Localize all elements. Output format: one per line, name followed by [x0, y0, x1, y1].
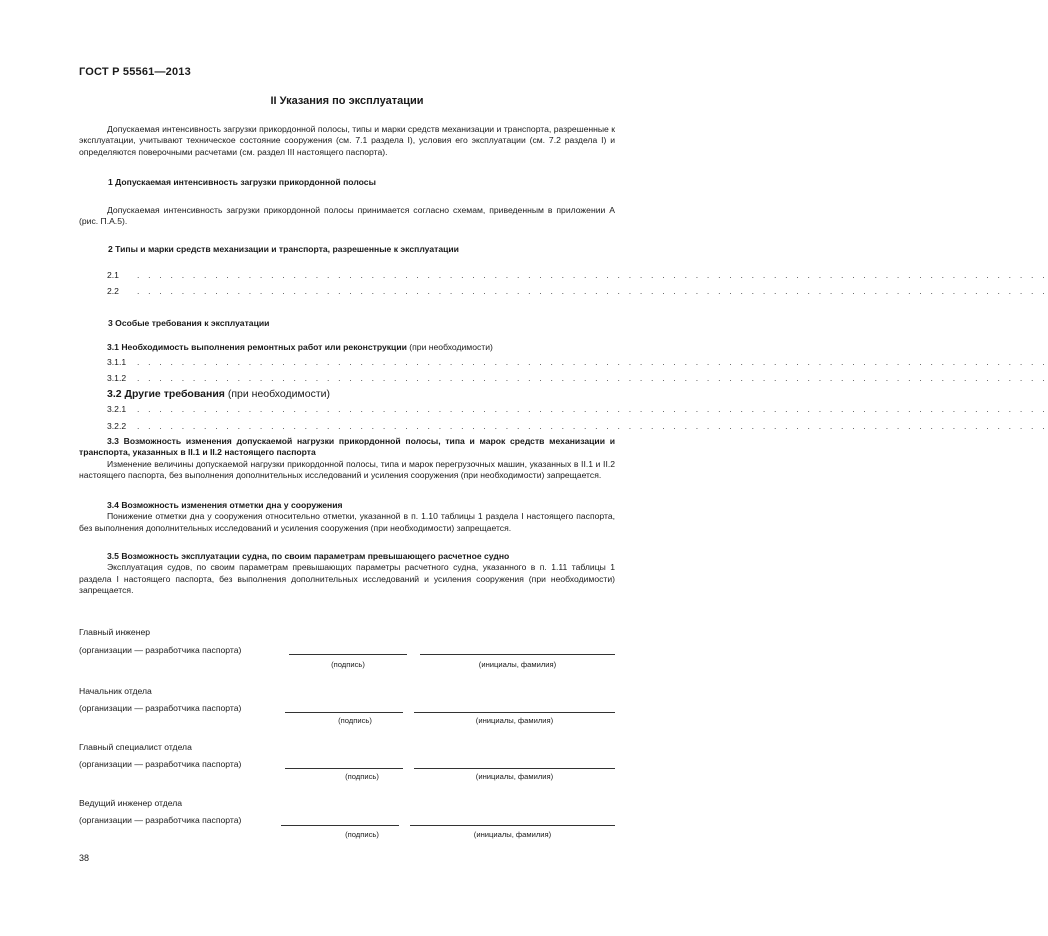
fill-line-number: 3.1.2: [107, 373, 127, 383]
sub34-block: [79, 500, 615, 534]
signature-title: Начальник отдела: [79, 686, 152, 696]
signature-caption: (подпись): [331, 660, 365, 669]
fill-line-number: 2.1: [107, 270, 119, 280]
dot-leader: . . . . . . . . . . . . . . . . . . . . . . . . . . . . . . . . . . . . . . . . . . . . . . . . . . . . . . . . . . . . . . . . . . . . . . . . . . . . . . . . . .: [137, 357, 1048, 367]
signature-title: Главный специалист отдела: [79, 742, 192, 752]
fill-line-number: 3.1.1: [107, 357, 127, 367]
signature-org: (организации — разработчика паспорта): [79, 645, 242, 655]
item1-heading: 1 Допускаемая интенсивность загрузки прикордонной полосы: [108, 177, 376, 187]
signature-caption: (подпись): [345, 772, 379, 781]
signature-line: [281, 825, 399, 826]
fill-line-2-2: [107, 286, 1048, 298]
fill-line-number: 2.2: [107, 286, 119, 296]
name-line: [414, 768, 615, 769]
fill-line-3-2-2: [107, 421, 1048, 433]
sub32-title: 3.2 Другие требования: [107, 388, 225, 400]
sub34-text: Понижение отметки дна у сооружения относительно отметки, указанной в п. 1.10 таблицы 1 раздела I настоящего паспорта, без выполнения дополнительных исследований и усиления сооружения (при необходимости) запрещается.: [79, 511, 615, 533]
sub31-note: (при необходимости): [406, 342, 493, 352]
name-caption: (инициалы, фамилия): [475, 772, 554, 781]
dot-leader: . . . . . . . . . . . . . . . . . . . . . . . . . . . . . . . . . . . . . . . . . . . . . . . . . . . . . . . . . . . . . . . . . . . . . . . . . . . . . . . . . .: [137, 421, 1048, 431]
signature-org: (организации — разработчика паспорта): [79, 703, 242, 713]
signature-line: [285, 712, 403, 713]
signature-org: (организации — разработчика паспорта): [79, 815, 242, 825]
name-caption: (инициалы, фамилия): [473, 830, 552, 839]
sub33-heading: 3.3 Возможность изменения допускаемой нагрузки прикордонной полосы, типа и марок средств механизации и транспорта, указанных в II.1 и II.2 настоящего паспорта: [79, 436, 615, 458]
sub34-heading: 3.4 Возможность изменения отметки дна у сооружения: [107, 500, 343, 510]
signature-line: [289, 654, 407, 655]
item3-heading: 3 Особые требования к эксплуатации: [108, 318, 270, 328]
signature-caption: (подпись): [345, 830, 379, 839]
sub35-text: Эксплуатация судов, по своим параметрам превышающих параметры расчетного судна, указанного в п. 1.11 таблицы 1 раздела I настоящего паспорта, без выполнения дополнительных исследований и усиления сооружения (при необходимости) запрещается.: [79, 562, 615, 596]
sub31-heading: [107, 342, 493, 352]
dot-leader: . . . . . . . . . . . . . . . . . . . . . . . . . . . . . . . . . . . . . . . . . . . . . . . . . . . . . . . . . . . . . . . . . . . . . . . . . . . . . . . . . .: [137, 404, 1048, 414]
dot-leader: . . . . . . . . . . . . . . . . . . . . . . . . . . . . . . . . . . . . . . . . . . . . . . . . . . . . . . . . . . . . . . . . . . . . . . . . . . . . . . . . . .: [137, 270, 1048, 280]
name-line: [410, 825, 615, 826]
signature-caption: (подпись): [338, 716, 372, 725]
dot-leader: . . . . . . . . . . . . . . . . . . . . . . . . . . . . . . . . . . . . . . . . . . . . . . . . . . . . . . . . . . . . . . . . . . . . . . . . . . . . . . . . . .: [137, 373, 1048, 383]
item2-heading: 2 Типы и марки средств механизации и транспорта, разрешенные к эксплуатации: [108, 244, 459, 254]
name-line: [420, 654, 615, 655]
sub32-heading: [107, 388, 330, 400]
item1-paragraph: [79, 205, 615, 228]
signature-line: [285, 768, 403, 769]
fill-line-3-1-2: [107, 373, 1048, 385]
item1-text: Допускаемая интенсивность загрузки прикордонной полосы принимается согласно схемам, приведенным в приложении А (рис. П.А.5).: [79, 205, 615, 227]
document-id: ГОСТ Р 55561—2013: [79, 66, 191, 78]
signature-org: (организации — разработчика паспорта): [79, 759, 242, 769]
name-caption: (инициалы, фамилия): [478, 660, 557, 669]
dot-leader: . . . . . . . . . . . . . . . . . . . . . . . . . . . . . . . . . . . . . . . . . . . . . . . . . . . . . . . . . . . . . . . . . . . . . . . . . . . . . . . . . .: [137, 286, 1048, 296]
fill-line-2-1: [107, 270, 1048, 282]
sub35-heading: 3.5 Возможность эксплуатации судна, по своим параметрам превышающего расчетное судно: [107, 551, 510, 561]
sub31-title: 3.1 Необходимость выполнения ремонтных работ или реконструкции: [107, 342, 407, 352]
intro-paragraph: [79, 124, 615, 158]
page-number: 38: [79, 853, 90, 863]
sub35-block: [79, 551, 615, 597]
name-caption: (инициалы, фамилия): [475, 716, 554, 725]
fill-line-number: 3.2.2: [107, 421, 127, 431]
fill-line-3-1-1: [107, 357, 1048, 369]
fill-line-3-2-1: [107, 404, 1048, 416]
fill-line-number: 3.2.1: [107, 404, 127, 414]
section-title: II Указания по эксплуатации: [270, 95, 424, 107]
sub33-text: Изменение величины допускаемой нагрузки прикордонной полосы, типа и марок перегрузочных машин, указанных в II.1 и II.2 настоящего паспорта, без выполнения дополнительных исследований и усиления сооружения (при необходимости) запрещается.: [79, 458, 615, 481]
sub32-note: (при необходимости): [224, 388, 331, 400]
signature-title: Главный инженер: [79, 627, 151, 637]
name-line: [414, 712, 615, 713]
intro-text: Допускаемая интенсивность загрузки прикордонной полосы, типы и марки средств механизации и транспорта, разрешенные к эксплуатации, учитывают техническое состояние сооружения (см. 7.1 раздела I), условия его эксплуатации (см. 7.2 раздела I) и определяются поверочными расчетами (см. раздел III настоящего паспорта).: [79, 124, 615, 157]
sub33-block: [79, 436, 615, 482]
signature-title: Ведущий инженер отдела: [79, 798, 183, 808]
